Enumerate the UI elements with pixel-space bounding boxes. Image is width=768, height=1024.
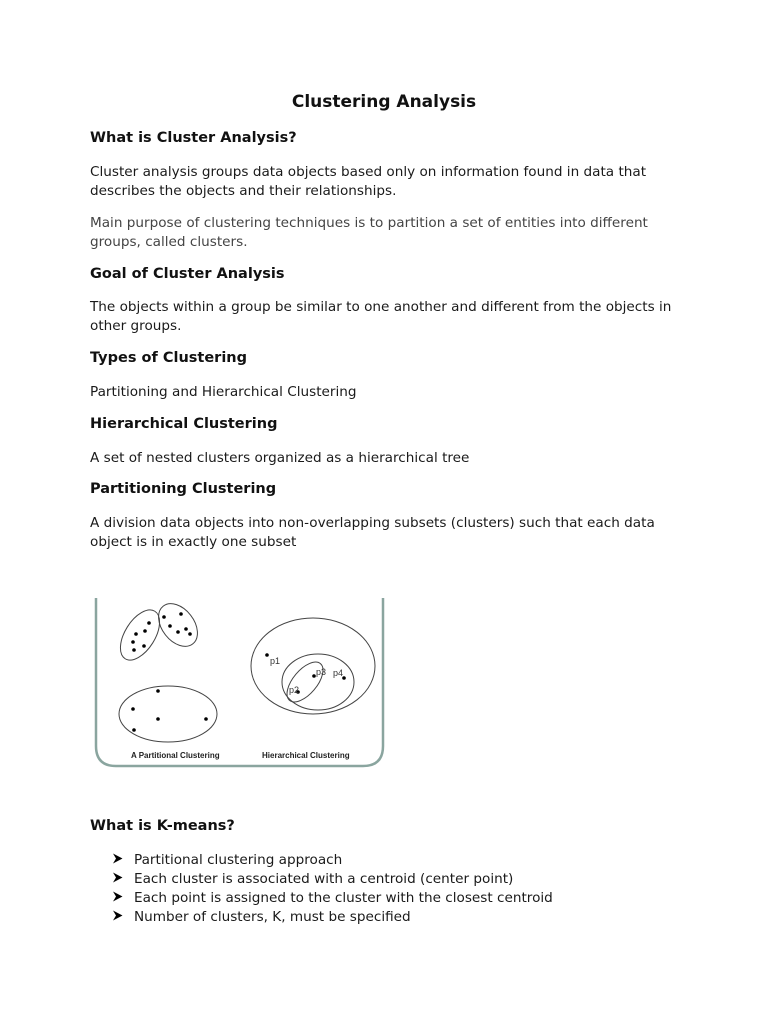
arrow-bullet-icon [112, 851, 134, 870]
paragraph-clustering-purpose: Main purpose of clustering techniques is to partition a set of entities into different groups, called clusters. [90, 215, 648, 250]
heading-partitioning-clustering: Partitioning Clustering [90, 481, 277, 497]
bullet-text: Each cluster is associated with a centroid (center point) [134, 871, 514, 887]
partition-cluster-ellipse-2 [151, 596, 206, 654]
arrow-bullet-icon [112, 889, 134, 908]
paragraph-cluster-analysis-definition: Cluster analysis groups data objects based only on information found in data that describes the objects and their relationships. [90, 164, 647, 199]
hierarchical-outer-ellipse [251, 618, 375, 714]
caption-partitional-clustering: A Partitional Clustering [131, 751, 220, 760]
hierarchical-inner-ellipse [280, 656, 329, 708]
paragraph-hierarchical: A set of nested clusters organized as a hierarchical tree [90, 450, 470, 466]
point-label-p1: p1 [270, 656, 281, 666]
bullet-text: Number of clusters, K, must be specified [134, 909, 411, 925]
heading-goal-of-cluster-analysis: Goal of Cluster Analysis [90, 266, 285, 282]
paragraph-goal: The objects within a group be similar to one another and different from the objects in other groups. [90, 299, 672, 334]
list-item [112, 908, 553, 927]
figure-frame [96, 598, 383, 766]
partition-points [131, 612, 208, 732]
heading-hierarchical-clustering: Hierarchical Clustering [90, 416, 278, 432]
heading-types-of-clustering: Types of Clustering [90, 350, 247, 366]
bullet-text: Partitional clustering approach [134, 852, 343, 868]
paragraph-types: Partitioning and Hierarchical Clustering [90, 384, 357, 400]
caption-hierarchical-clustering: Hierarchical Clustering [262, 751, 350, 760]
paragraph-partitioning: A division data objects into non-overlapping subsets (clusters) such that each data object is in exactly one subset [90, 515, 655, 550]
point-label-p3: p3 [316, 667, 327, 677]
page-title: Clustering Analysis [291, 92, 477, 112]
kmeans-bullet-list [112, 851, 553, 927]
clustering-figure [93, 596, 387, 772]
list-item [112, 870, 553, 889]
partition-cluster-ellipse-3 [119, 686, 217, 742]
point-label-p2: p2 [289, 685, 300, 695]
arrow-bullet-icon [112, 908, 134, 927]
point-label-p4: p4 [333, 668, 344, 678]
arrow-bullet-icon [112, 870, 134, 889]
list-item [112, 851, 553, 870]
heading-what-is-kmeans: What is K-means? [90, 818, 235, 834]
heading-what-is-cluster-analysis: What is Cluster Analysis? [90, 130, 297, 146]
bullet-text: Each point is assigned to the cluster with the closest centroid [134, 890, 553, 906]
list-item [112, 889, 553, 908]
